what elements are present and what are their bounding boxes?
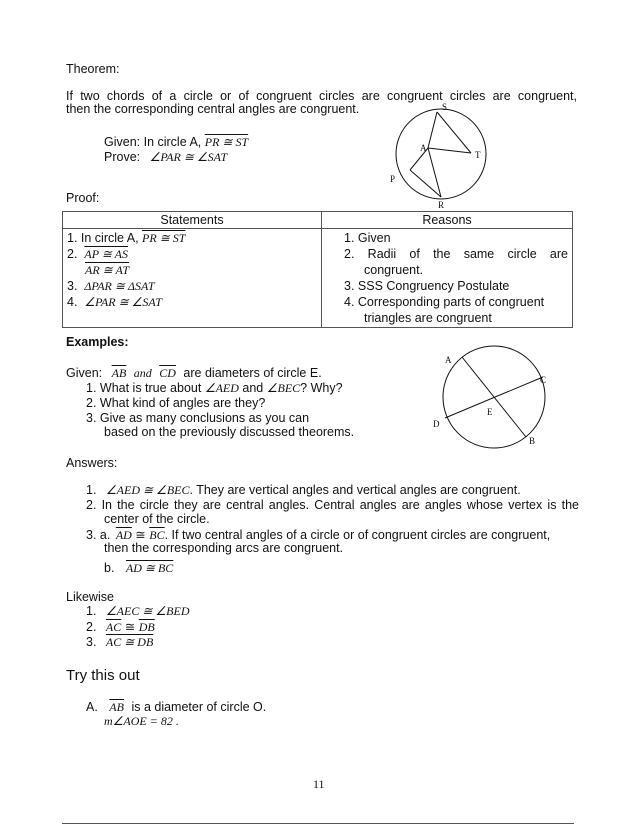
label-s: S — [442, 102, 448, 112]
proof-heading: Proof: — [66, 191, 100, 205]
example-q3-line2: based on the previously discussed theorems. — [104, 425, 355, 439]
reason-4b: triangles are congruent — [364, 311, 492, 325]
label-p: P — [390, 174, 396, 184]
label-r: R — [438, 200, 445, 210]
answer-1: 1. ∠AED ≅ ∠BEC. They are vertical angles and vertical angles are congruent. — [86, 483, 521, 497]
statement-2b: AR ≅ AT — [85, 263, 130, 277]
example-q1: 1. What is true about ∠AED and ∠BEC? Why? — [86, 381, 343, 395]
examples-heading: Examples: — [66, 335, 129, 349]
try-a-math: m∠AOE = 82 . — [104, 714, 179, 728]
statements-cell — [63, 229, 322, 328]
try-a: A. $\overline{AB}$ is a diameter of circle O. — [86, 700, 267, 714]
statement-1: 1. In circle A, PR ≅ ST — [67, 231, 186, 245]
likewise-2: 2. $\overline{AC}$ ≅ $\overline{DB}$ — [86, 620, 155, 634]
answer-3b: b. AD ≅ BC — [104, 561, 174, 575]
prove-math: ∠PAR ≅ ∠SAT — [149, 150, 228, 164]
reason-2: 2. Radii of the same circle are — [344, 247, 568, 261]
circle-a — [396, 109, 486, 199]
statements-header: Statements — [63, 212, 322, 229]
footer-rule — [62, 823, 574, 824]
answer-2-line2: center of the circle. — [104, 512, 210, 526]
theorem-text-line1: If two chords of a circle or of congruent circles are congruent circles are congruent, — [66, 89, 577, 103]
examples-given: Given: $\overline{AB}$ and $\overline{CD}$ are diameters of circle E. — [66, 366, 322, 380]
given-label: Given: In circle A, — [104, 135, 202, 149]
label-e: E — [487, 407, 493, 417]
try-heading: Try this out — [66, 667, 140, 684]
label-a: A — [420, 143, 427, 153]
label-c: C — [540, 375, 547, 385]
reason-2b: congruent. — [364, 263, 424, 277]
likewise-heading: Likewise — [66, 590, 114, 604]
reason-3: 3. SSS Congruency Postulate — [344, 279, 510, 293]
answer-3-line2: then the corresponding arcs are congruent. — [104, 541, 344, 555]
statement-4: 4. ∠PAR ≅ ∠SAT — [67, 295, 162, 309]
reason-4: 4. Corresponding parts of congruent — [344, 295, 545, 309]
radius-at — [428, 148, 471, 153]
likewise-3: 3. AC ≅ DB — [86, 635, 154, 649]
diameter-cd — [445, 377, 543, 418]
answer-3: 3. a. $\overline{AD}$ ≅ $\overline{BC}$. If two central angles of a circle or of congruent circles are congruent, — [86, 528, 551, 542]
chord-pr — [410, 170, 441, 197]
reason-1: 1. Given — [344, 231, 391, 245]
chord-st — [437, 112, 471, 153]
theorem-text-line2: then the corresponding central angles are congruent. — [66, 102, 360, 116]
given-math: PR ≅ ST — [204, 135, 249, 149]
answer-2-line1: 2. In the circle they are central angles. Central angles are angles whose vertex is the — [86, 498, 579, 512]
label-t: T — [475, 150, 481, 160]
theorem-given — [104, 135, 248, 150]
label-a2: A — [445, 355, 452, 365]
likewise-1: 1. ∠AEC ≅ ∠BED — [86, 604, 190, 618]
answers-heading: Answers: — [66, 456, 118, 470]
circle-e-figure — [425, 343, 565, 455]
example-q3-line1: 3. Give as many conclusions as you can — [86, 411, 310, 425]
proof-table — [62, 211, 573, 328]
prove-label: Prove: — [104, 150, 141, 164]
reasons-cell — [322, 229, 573, 328]
theorem-prove — [104, 150, 227, 165]
circle-a-figure — [380, 100, 500, 210]
reasons-header: Reasons — [322, 212, 573, 229]
page-number: 11 — [313, 777, 325, 791]
example-q2: 2. What kind of angles are they? — [86, 396, 266, 410]
theorem-heading: Theorem: — [66, 62, 120, 76]
radius-ar — [428, 148, 441, 197]
label-b: B — [529, 436, 536, 446]
label-d: D — [433, 419, 440, 429]
statement-3: 3. ΔPAR ≅ ΔSAT — [67, 279, 155, 293]
statement-2: 2. AP ≅ AS — [67, 247, 129, 261]
radius-as — [428, 112, 437, 148]
